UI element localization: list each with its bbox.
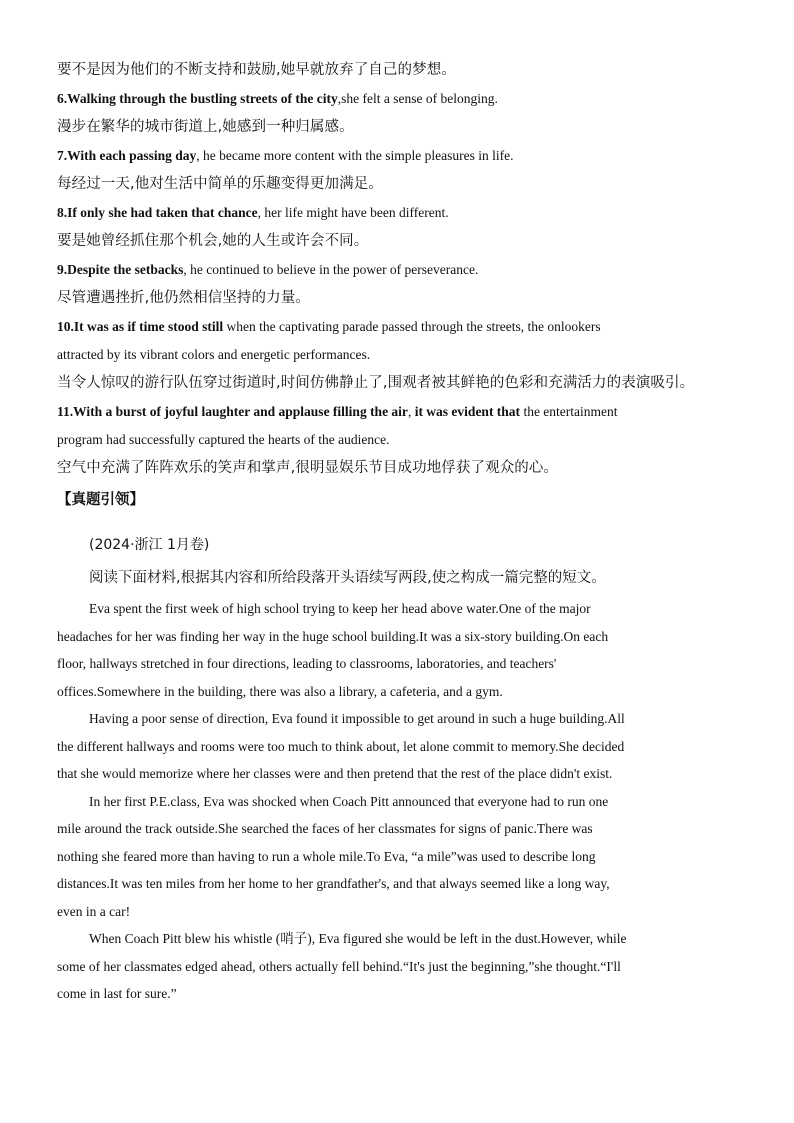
sentence-8-translation: 要是她曾经抓住那个机会,她的人生或许会不同。 bbox=[57, 233, 369, 249]
sentence-7 bbox=[57, 142, 757, 170]
story-line: that she would memorize where her classes were and then pretend that the rest of the place didn't exist. bbox=[57, 766, 613, 781]
story-paragraph-4 bbox=[57, 925, 757, 1008]
sentence-10 bbox=[57, 313, 757, 341]
story-line: headaches for her was finding her way in the huge school building.It was a six-story building.On each bbox=[57, 628, 609, 644]
sentence-9-rest: , he continued to believe in the power of perseverance. bbox=[183, 262, 479, 277]
sentence-11-comma: , bbox=[407, 404, 415, 419]
sentence-8-phrase: 8.If only she had taken that chance bbox=[57, 205, 258, 220]
sentence-10-rest: when the captivating parade passed through the streets, the onlookers bbox=[223, 319, 601, 334]
sentence-6 bbox=[57, 85, 757, 113]
sentence-7-rest: , he became more content with the simple pleasures in life. bbox=[196, 148, 514, 163]
story-line: Having a poor sense of direction, Eva found it impossible to get around in such a huge building.All bbox=[89, 711, 625, 726]
sentence-6-translation: 漫步在繁华的城市街道上,她感到一种归属感。 bbox=[57, 119, 354, 135]
sentence-11-continued: program had successfully captured the hearts of the audience. bbox=[57, 432, 390, 447]
sentence-9-phrase: 9.Despite the setbacks bbox=[57, 262, 184, 277]
sentence-5-translation: 要不是因为他们的不断支持和鼓励,她早就放弃了自己的梦想。 bbox=[57, 62, 456, 78]
sentence-6-rest: ,she felt a sense of belonging. bbox=[337, 91, 498, 106]
story-line: some of her classmates edged ahead, others actually fell behind.“It's just the beginning,”she thought.“I'll bbox=[57, 958, 621, 974]
story-line: the different hallways and rooms were too much to think about, let alone commit to memory.She decided bbox=[57, 738, 625, 754]
story-paragraph-3 bbox=[57, 788, 757, 926]
story-line: In her first P.E.class, Eva was shocked when Coach Pitt announced that everyone had to run one bbox=[89, 793, 609, 809]
story-line: even in a car! bbox=[57, 903, 131, 919]
story-paragraph-1 bbox=[57, 595, 757, 705]
story-line: Eva spent the first week of high school trying to keep her head above water.One of the major bbox=[89, 601, 591, 616]
sentence-8 bbox=[57, 199, 757, 227]
sentence-10-translation: 当令人惊叹的游行队伍穿过街道时,时间仿佛静止了,围观者被其鲜艳的色彩和充满活力的表演吸引。 bbox=[57, 375, 695, 391]
sentence-7-phrase: 7.With each passing day bbox=[57, 148, 197, 163]
exam-source: (2024·浙江 1月卷) bbox=[89, 537, 210, 553]
story-line: nothing she feared more than having to run a whole mile.To Eva, “a mile”was used to describe long bbox=[57, 848, 596, 864]
sentence-8-rest: , her life might have been different. bbox=[257, 205, 449, 220]
story-line: distances.It was ten miles from her home to her grandfather's, and that always seemed like a long way, bbox=[57, 876, 610, 891]
sentence-11-translation: 空气中充满了阵阵欢乐的笑声和掌声,很明显娱乐节目成功地俘获了观众的心。 bbox=[57, 460, 559, 476]
sentence-11 bbox=[57, 398, 757, 426]
sentence-11-rest: the entertainment bbox=[520, 404, 618, 419]
story-line: offices.Somewhere in the building, there was also a library, a cafeteria, and a gym. bbox=[57, 683, 503, 699]
task-instruction: 阅读下面材料,根据其内容和所给段落开头语续写两段,使之构成一篇完整的短文。 bbox=[89, 570, 606, 586]
sentence-10-continued: attracted by its vibrant colors and energetic performances. bbox=[57, 347, 371, 362]
sentence-9-translation: 尽管遭遇挫折,他仍然相信坚持的力量。 bbox=[57, 290, 310, 306]
story-line: come in last for sure.” bbox=[57, 986, 177, 1001]
sentence-7-translation: 每经过一天,他对生活中简单的乐趣变得更加满足。 bbox=[57, 176, 383, 192]
sentence-6-phrase: 6.Walking through the bustling streets of the city bbox=[57, 91, 338, 106]
sentence-9 bbox=[57, 256, 757, 284]
sentence-11-phrase: 11.With a burst of joyful laughter and applause filling the air bbox=[57, 404, 408, 419]
story-paragraph-2 bbox=[57, 705, 757, 788]
story-line: floor, hallways stretched in four directions, leading to classrooms, laboratories, and teachers' bbox=[57, 656, 557, 671]
story-line: mile around the track outside.She searched the faces of her classmates for signs of panic.There was bbox=[57, 821, 593, 836]
document-page bbox=[57, 56, 757, 1008]
section-title: 【真题引领】 bbox=[57, 492, 144, 508]
story-line: When Coach Pitt blew his whistle (哨子), Eva figured she would be left in the dust.However, while bbox=[89, 931, 627, 946]
sentence-11-phrase-2: it was evident that bbox=[414, 404, 521, 419]
sentence-10-phrase: 10.It was as if time stood still bbox=[57, 319, 224, 334]
